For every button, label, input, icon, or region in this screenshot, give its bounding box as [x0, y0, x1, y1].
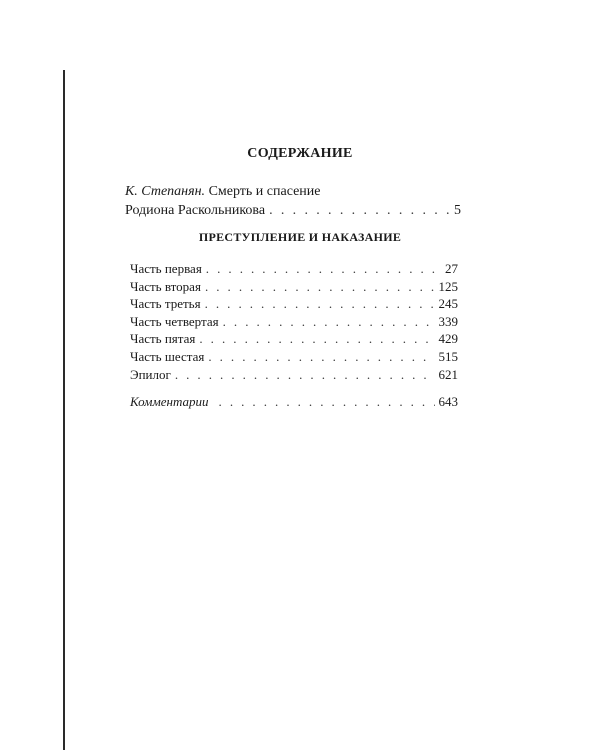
page-number: 621 [438, 366, 458, 382]
toc-entry-part-1 [130, 260, 458, 278]
leader-dots [223, 313, 435, 331]
page-number: 245 [438, 296, 458, 312]
toc-entry-part-3 [130, 295, 458, 313]
toc-heading: СОДЕРЖАНИЕ [247, 146, 353, 161]
page-number: 339 [438, 313, 458, 329]
leader-dots [199, 330, 434, 348]
leader-dots [269, 201, 450, 220]
intro-author: К. Степанян. [125, 184, 206, 199]
toc-entry-part-6 [130, 348, 458, 366]
leader-dots [205, 295, 435, 313]
toc-entry-epilogue [130, 366, 458, 384]
toc-entry-part-5 [130, 330, 458, 348]
page-number: 27 [445, 261, 458, 276]
page-edge-line [63, 70, 65, 750]
intro-line-1 [125, 182, 461, 201]
page-number: 5 [454, 203, 461, 218]
leader-dots [175, 366, 435, 384]
leader-dots [208, 348, 434, 366]
entry-label: Часть первая [130, 261, 202, 276]
leader-dots [219, 393, 435, 410]
entry-label: Часть вторая [130, 278, 201, 294]
toc-entry-intro [125, 182, 461, 220]
toc-entry-part-2 [130, 278, 458, 296]
toc-entry-part-4 [130, 313, 458, 331]
entry-label: Часть шестая [130, 348, 205, 364]
toc-parts-list [130, 260, 458, 383]
page-number: 125 [438, 278, 458, 294]
page-number: 515 [438, 348, 458, 364]
entry-label: Часть третья [130, 296, 201, 312]
intro-title-line1: Смерть и спасение [205, 184, 321, 199]
entry-label: Часть пятая [130, 331, 196, 347]
intro-line-2 [125, 201, 461, 220]
comments-line [130, 393, 458, 410]
intro-title-line2: Родиона Раскольникова [125, 203, 266, 218]
leader-dots [206, 260, 441, 278]
entry-label: Комментарии [130, 394, 209, 409]
toc-entry-comments [130, 393, 458, 410]
entry-label: Часть четвертая [130, 313, 219, 329]
novel-title: ПРЕСТУПЛЕНИЕ И НАКАЗАНИЕ [198, 230, 402, 244]
page-number: 429 [438, 331, 458, 347]
entry-label: Эпилог [130, 366, 171, 382]
leader-dots [205, 278, 435, 296]
page-number: 643 [438, 394, 458, 409]
